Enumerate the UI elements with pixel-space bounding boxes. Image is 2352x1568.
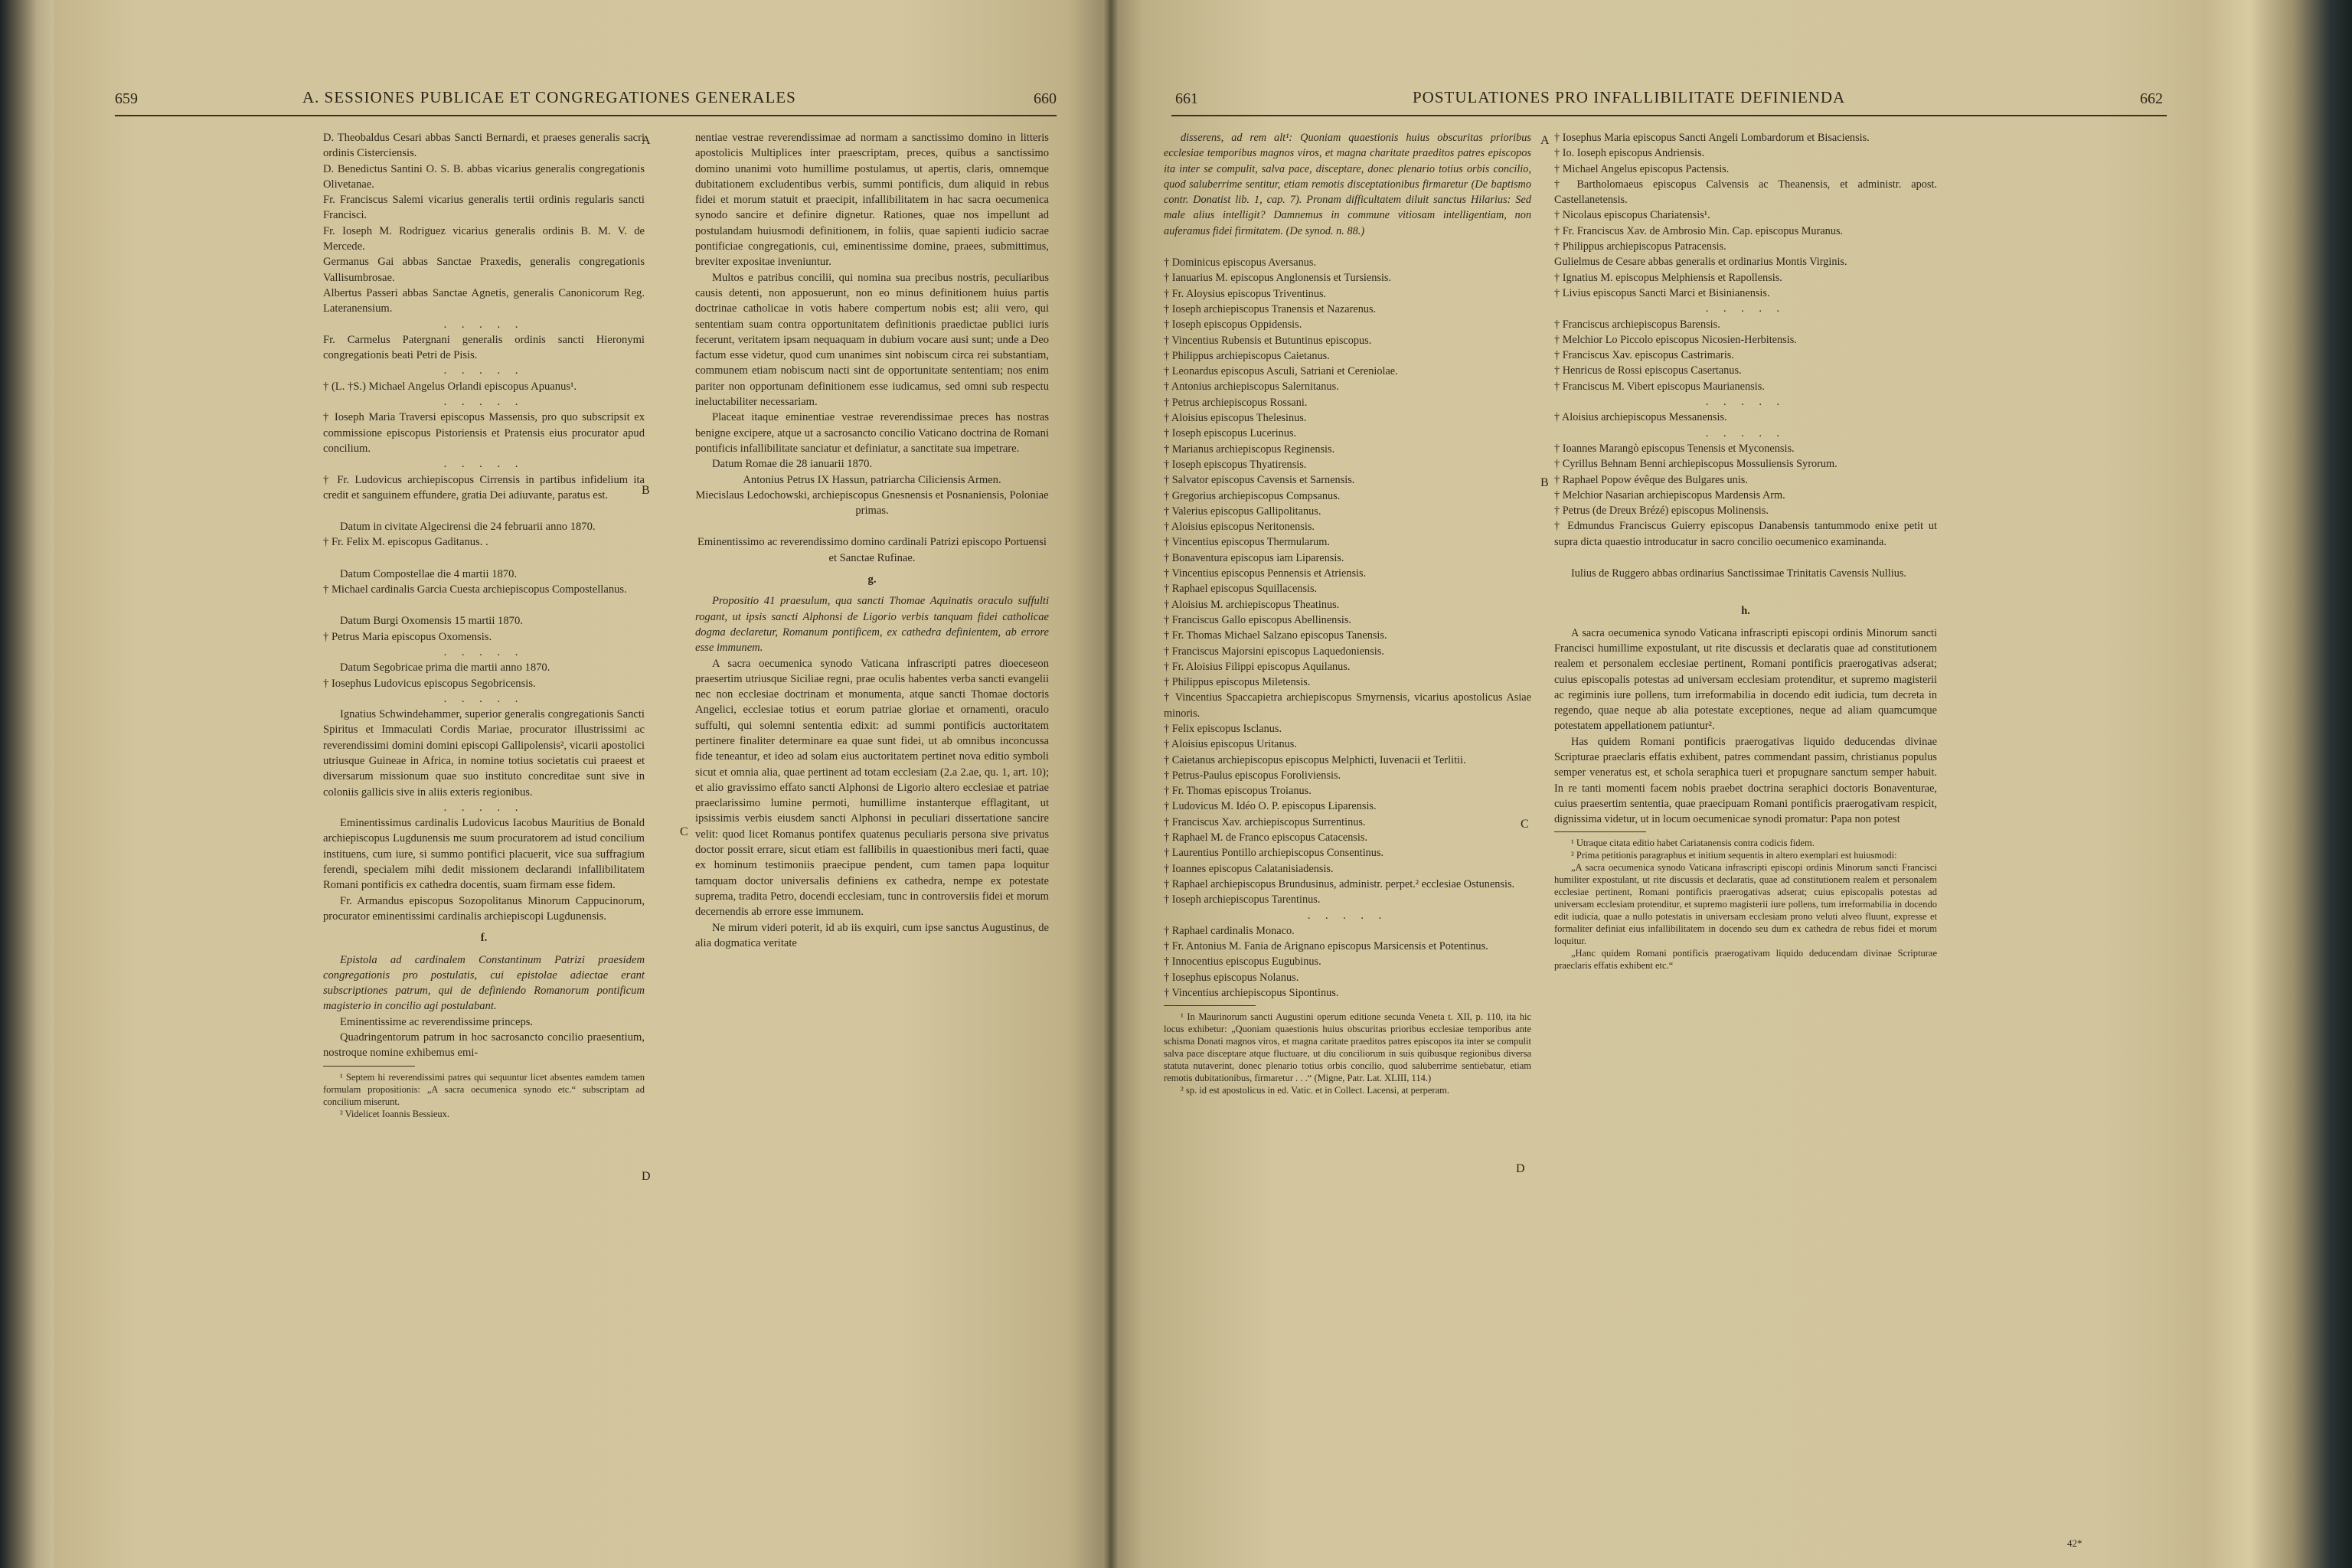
ellipsis-row: . . . . .: [443, 645, 524, 658]
signatory-entry: † Fr. Franciscus Xav. de Ambrosio Min. Cap. episcopus Muranus.: [1554, 224, 1844, 237]
signatory-entry: † Petrus archiepiscopus Rossani.: [1164, 396, 1308, 409]
italic-paragraph: Epistola ad cardinalem Constantinum Patrizi praesidem congregationis pro postulatis, cui epistolae adiectae erant subscriptiones patrum, qui de definiendo Romanorum pontificum magisterio in concilio agi postulabant.: [323, 953, 645, 1013]
signatory-entry: † Petrus (de Dreux Brézé) episcopus Molinensis.: [1554, 505, 1769, 518]
signatory-entry: nentiae vestrae reverendissimae ad normam a sanctissimo domino in litteris apostolicis Multiplices inter praescriptam, preces, quibus a sanctissimo domino unanimi voto humillime postulamus, ut apertis, claris, omnemque dubitationem excludentibus verbis, summi pontificis, dum aliquid in rebus fidei et morum statuit et praecipit, infallibilitatem in hac sacra oecumenica synodo sancire et definire dignetur. Rationes, quae nos impellunt ad postulandam huiusmodi definitionem, in foliis, quae sapienti iudicio sacrae pontificiae congregationis, cui, eminentissime domine, praees, submittimus, breviter expositae inveniuntur.: [695, 132, 1049, 269]
book-gutter: [1102, 0, 1119, 1568]
signatory-entry: † Ludovicus M. Idéo O. P. episcopus Liparensis.: [1164, 800, 1377, 813]
signature-mark: 42*: [2067, 1537, 2082, 1549]
margin-letter: D: [642, 1170, 651, 1183]
spacer: [1164, 239, 1531, 255]
paragraph: A sacra oecumenica synodo Vaticana infrascripti episcopi ordinis Minorum sancti Francisci humillime expostulant, ut rite discussis et declaratis quae ad constitutionem realem et personalem ecclesiae pertinent, Romani pontificis praerogativas adserat; cuius episcopalis potestas ad universam ecclesiam protenditur, et supremo magisterii ac regiminis iure pollens, tum irreformabilia in docendo edit iudicia, tum decreta in regendo, quae neque ab alia potestate exceptiones, neque ad aliam quamcumque potestatem appellationem patiuntur².: [1554, 626, 1937, 733]
ellipsis-row: . . . . .: [443, 318, 524, 331]
signatory-entry: † Fr. Thomas Michael Salzano episcopus Tanensis.: [1164, 629, 1387, 642]
page-number: 662: [2140, 90, 2163, 107]
signatory-entry: Germanus Gai abbas Sanctae Praxedis, generalis congregationis Vallisumbrosae.: [323, 256, 645, 284]
signatory-entry: † Vincentius episcopus Pennensis et Atriensis.: [1164, 567, 1367, 580]
signatory-entry: † Aloisius episcopus Thelesinus.: [1164, 412, 1307, 425]
footnote: ² sp. id est apostolicus in ed. Vatic. et in Collect. Lacensi, at perperam.: [1181, 1085, 1449, 1096]
signatory-entry: † Melchior Nasarian archiepiscopus Mardensis Arm.: [1554, 488, 1785, 501]
signatory-entry: † Cyrillus Behnam Benni archiepiscopus Mossuliensis Syrorum.: [1554, 458, 1838, 471]
signatory-entry: † Edmundus Franciscus Guierry episcopus Danabensis tantummodo enixe petit ut supra dicta quaestio introducatur in sacro concilio oecumenico examinanda.: [1554, 520, 1937, 548]
signatory-entry: † Raphael M. de Franco episcopus Catacensis.: [1164, 831, 1368, 844]
paragraph: Datum Compostellae die 4 martii 1870.: [340, 567, 518, 580]
spacer: [1554, 550, 1937, 566]
footnote: ¹ In Maurinorum sancti Augustini operum editione secunda Veneta t. XII, p. 110, ita hic locus exhibetur: „Quoniam quaestionis huius obscuritas prioribus ecclesiae temporibus ante schisma Donati magnos viros, et magna caritate praeditos patres episcopos ita inter se compulit salva pace disceptare atque fluctuare, ut diu conciliorum in suis quibusque regionibus diversa statuta nutaverint, donec plenario totius orbis concilio, quod saluberrime sentiebatur, etiam remotis dubitationibus, firmaretur . . .“ (Migne, Patr. Lat. XLIII, 114.): [1164, 1011, 1531, 1084]
signatory-entry: Fr. Ioseph M. Rodriguez vicarius generalis ordinis B. M. V. de Mercede.: [323, 224, 645, 253]
paragraph: Datum in civitate Algecirensi die 24 februarii anno 1870.: [340, 521, 596, 534]
italic-paragraph: Propositio 41 praesulum, qua sancti Thomae Aquinatis oraculo suffulti rogant, ut ipsis sancti Alphonsi de Ligorio verbis tanquam fidei catholicae dogma declaretur, Romanum pontificem, ex cathedra definientem, ab errore esse immunem.: [695, 595, 1049, 655]
italic-paragraph: disserens, ad rem alt¹: Quoniam quaestionis huius obscuritas prioribus ecclesiae temporibus magnos viros, et magna charitate praeditos patres episcopos ita inter se compulit, salva pace, disceptare, donec plenario totius orbis concilio, quod saluberrime sentitur, etiam remotis disceptationibus firmaretur (De baptismo contr. Donatist lib. 1, cap. 7). Pronam difficultatem diluit sanctus Hilarius: Sed male alius intelligit? Damnemus in commune vitiosam intelligentiam, non auferamus fidei firmitatem. (De synod. n. 88.): [1164, 132, 1531, 237]
signatory-entry: † Franciscus Majorsini episcopus Laquedoniensis.: [1164, 645, 1384, 658]
paragraph: Multos e patribus concilii, qui nomina sua precibus nostris, peculiaribus causis detenti, non apposuerunt, non eo minus definitionem huius partis doctrinae catholicae in votis habere compertum nobis est; alii vero, qui sententiam suam contra opportunitatem definitionis praedictae publici iuris fecerunt, veritatem ipsam nequaquam in dubium vocare ausi sunt; unde a Deo factum esse videtur, quod cum unanimes sint nobiscum circa rei substantiam, communem etiam nobiscum nacti sint de opportunitate sententiam; nos enim pariter non opportunam definitionem esse iudicamus, sed omni sub respectu ineluctabiliter necessariam.: [695, 271, 1049, 409]
signatory-entry: † Ioannes episcopus Calatanisiadensis.: [1164, 862, 1334, 875]
paragraph: Has quidem Romani pontificis praerogativas liquido deducendas divinae Scripturae praeclaris effatis exhibent, patres commendant passim, christianus populus semper veneratus est, et schola seraphica tueri et propugnare sanctum semper habuit. In re tanti momenti facem nobis praebet doctrina seraphici doctoris Bonaventurae, cuius praesertim sententia, quae praecipuam Romani pontificis praerogativam respicit, dignissima videtur, ut in locum oecumenicae synodi promatur: Papa non potest: [1554, 735, 1937, 826]
right-page-column-1: [1164, 130, 1531, 1096]
signatory-entry: † Fr. Ludovicus archiepiscopus Cirrensis in partibus infidelium ita credit et sanguinem effundere, gratia Dei adiuvante, paratus est.: [323, 473, 645, 501]
margin-letter: B: [1540, 476, 1549, 489]
paragraph: Fr. Armandus episcopus Sozopolitanus Minorum Cappucinorum, procurator eminentissimi cardinalis archiepiscopi Lugdunensis.: [323, 894, 645, 923]
ellipsis-row: . . . . .: [1705, 302, 1786, 315]
signatory-entry: † Innocentius episcopus Eugubinus.: [1164, 956, 1321, 969]
section-letter: h.: [1741, 605, 1750, 618]
section-letter: f.: [480, 932, 488, 945]
ellipsis-row: . . . . .: [443, 364, 524, 377]
signatory-entry: † Aloisius M. archiepiscopus Theatinus.: [1164, 598, 1340, 611]
paragraph: Eminentissime ac reverendissime princeps.: [340, 1015, 534, 1028]
margin-letter: C: [680, 825, 688, 838]
paragraph: A sacra oecumenica synodo Vaticana infrascripti patres dioeceseon praesertim utriusque Siciliae regni, prae oculis habentes verba sancti evangelii nec non ecclesiae doctrinam et monumenta, atque sancti Thomae doctoris Angelici, ecclesiae totius et eorum patriae gloriae et ornamenti, oraculo suffulti, qui solemni sententia edixit: ad summi pontificis auctoritatem pertinere finaliter determinare ea quae sunt fidei, ut ab omnibus inconcussa fide teneantur, et ideo ad solam eius auctoritatem pertinet nova editio symboli sicut et omnia alia, quae pertinent ad totam ecclesiam (2.a 2.ae, qu. 1, art. 10); et alio gravissimo effato sancti Alphonsi de Ligorio altero ecclesiae et patriae praeclarissimo lumine permoti, humillime instanterque efflagitant, ut ipsissimis verbis eiusdem sancti Alphonsi in peculiari dissertatione sancire velit: quod licet Romanus pontifex quatenus peculiaris persona sive privatus doctor possit errare, sicut etiam est fallibilis in quaestionibus meri facti, quae ex hominum testimoniis praecipue pendent, cum tamen papa loquitur tamquam doctor universalis definiens ex cathedra, nempe ex potestate suprema, tradita Petro, docendi ecclesiam, tunc in controversiis fidei et morum decernendis ab errore esse immunem.: [695, 657, 1049, 919]
signatory-entry: Fr. Franciscus Salemi vicarius generalis tertii ordinis regularis sancti Francisci.: [323, 194, 645, 222]
footnote-rule: [1164, 1005, 1256, 1006]
paragraph: Datum Segobricae prima die martii anno 1870.: [340, 662, 550, 675]
signatory-entry: † Fr. Aloisius Filippi episcopus Aquilanus.: [1164, 660, 1351, 673]
book-edge-left: [0, 0, 54, 1568]
footnote: ¹ Utraque citata editio habet Cariatanensis contra codicis fidem.: [1571, 838, 1815, 849]
signatory-entry: † Aloisius episcopus Neritonensis.: [1164, 521, 1315, 534]
ellipsis-row: . . . . .: [1307, 909, 1388, 922]
centered-line: Miecislaus Ledochowski, archiepiscopus Gnesnensis et Posnaniensis, Poloniae primas.: [695, 488, 1049, 518]
header-rule: [115, 115, 1057, 116]
signatory-entry: † Melchior Lo Piccolo episcopus Nicosien-Herbitensis.: [1554, 333, 1797, 346]
signatory-entry: † Michael cardinalis Garcia Cuesta archiepiscopus Compostellanus.: [323, 583, 627, 596]
signatory-entry: † Ioseph episcopus Thyatirensis.: [1164, 458, 1307, 471]
signatory-entry: † Fr. Thomas episcopus Troianus.: [1164, 785, 1312, 798]
spacer: [323, 550, 645, 567]
signatory-entry: † Ianuarius M. episcopus Anglonensis et Tursiensis.: [1164, 272, 1392, 285]
signatory-entry: † Marianus archiepiscopus Reginensis.: [1164, 443, 1335, 456]
signatory-entry: † Aloisius episcopus Uritanus.: [1164, 738, 1297, 751]
page-number: 660: [1034, 90, 1057, 107]
signatory-entry: † Iosephus Maria episcopus Sancti Angeli Lombardorum et Bisaciensis.: [1554, 132, 1870, 144]
signatory-entry: † Nicolaus episcopus Chariatensis¹.: [1554, 209, 1710, 222]
signatory-entry: † Valerius episcopus Gallipolitanus.: [1164, 505, 1321, 518]
running-head: A. SESSIONES PUBLICAE ET CONGREGATIONES GENERALES: [302, 88, 796, 106]
signatory-entry: † Fr. Aloysius episcopus Triventinus.: [1164, 287, 1327, 300]
ellipsis-row: . . . . .: [1705, 396, 1786, 409]
spacer: [695, 518, 1049, 534]
signatory-entry: † Vincentius Spaccapietra archiepiscopus Smyrnensis, vicarius apostolicus Asiae minoris.: [1164, 691, 1531, 720]
signatory-entry: † Salvator episcopus Cavensis et Sarnensis.: [1164, 474, 1355, 487]
signatory-entry: † Ioseph archiepiscopus Tarentinus.: [1164, 893, 1321, 906]
signatory-entry: † Raphael episcopus Squillacensis.: [1164, 583, 1318, 596]
signatory-entry: † Ioseph Maria Traversi episcopus Massensis, pro quo subscripsit ex commissione episcopus Pistoriensis et Pratensis eius procurator apud concilium.: [323, 411, 645, 455]
page-number: 659: [115, 90, 138, 107]
paragraph: Quadringentorum patrum in hoc sacrosancto concilio praesentium, nostroque nomine exhibemus emi-: [323, 1031, 645, 1060]
signatory-entry: † Henricus de Rossi episcopus Casertanus.: [1554, 364, 1742, 377]
margin-letter: D: [1516, 1162, 1525, 1175]
footnote: ² Prima petitionis paragraphus et initium sequentis in altero exemplari est huiusmodi:: [1571, 850, 1897, 861]
left-page-column-1: [323, 130, 645, 1120]
footnote: „Hanc quidem Romani pontificis praerogativam liquido deducendam divinae Scripturae praeclaris effatis exhibent etc.“: [1554, 948, 1937, 972]
signatory-entry: † Franciscus Xav. episcopus Castrimaris.: [1554, 349, 1734, 362]
paragraph: Datum Romae die 28 ianuarii 1870.: [712, 458, 873, 471]
signatory-entry: † Petrus-Paulus episcopus Foroliviensis.: [1164, 769, 1341, 782]
signatory-entry: † Vincentius archiepiscopus Sipontinus.: [1164, 987, 1339, 1000]
ellipsis-row: . . . . .: [443, 458, 524, 471]
running-head: POSTULATIONES PRO INFALLIBILITATE DEFINIENDA: [1413, 88, 1846, 106]
signatory-entry: † Franciscus Gallo episcopus Abellinensis.: [1164, 613, 1352, 626]
centered-line: Eminentissimo ac reverendissimo domino cardinali Patrizi episcopo Portuensi et Sanctae Rufinae.: [697, 536, 1047, 564]
signatory-entry: † Philippus archiepiscopus Caietanus.: [1164, 349, 1330, 362]
section-letter: g.: [867, 573, 877, 586]
signatory-entry: Gulielmus de Cesare abbas generalis et ordinarius Montis Virginis.: [1554, 256, 1847, 269]
ellipsis-row: . . . . .: [443, 692, 524, 705]
paragraph: Eminentissimus cardinalis Ludovicus Iacobus Mauritius de Bonald archiepiscopus Lugdunensis me suum procuratorem ad istud concilium instituens, cum iure, si summo pontifici placuerit, vice sua suffragium ferendi, specialem mihi dedit missionem declarandi infallibilitatem Romani pontificis ex cathedra docentis, suam firmam esse fidem.: [323, 817, 645, 892]
signatory-entry: † Vincentius Rubensis et Butuntinus episcopus.: [1164, 334, 1372, 347]
signatory-entry: Albertus Passeri abbas Sanctae Agnetis, generalis Canonicorum Reg. Lateranensium.: [323, 286, 645, 315]
margin-letter: B: [642, 484, 650, 497]
signatory-entry: † Franciscus M. Vibert episcopus Maurianensis.: [1554, 380, 1765, 393]
signatory-entry: † Dominicus episcopus Aversanus.: [1164, 256, 1317, 270]
centered-line: Antonius Petrus IX Hassun, patriarcha Ciliciensis Armen.: [743, 473, 1001, 486]
signatory-entry: † Gregorius archiepiscopus Compsanus.: [1164, 489, 1341, 502]
ellipsis-row: . . . . .: [1705, 426, 1786, 439]
signatory-entry: † Petrus Maria episcopus Oxomensis.: [323, 630, 492, 643]
page-number: 661: [1175, 90, 1198, 107]
signatory-entry: † Livius episcopus Sancti Marci et Bisinianensis.: [1554, 286, 1770, 299]
ellipsis-row: . . . . .: [443, 801, 524, 814]
footnote: ² Videlicet Ioannis Bessieux.: [340, 1108, 450, 1119]
footnote-rule: [323, 1066, 415, 1067]
footnote: ¹ Septem hi reverendissimi patres qui sequuntur licet absentes eamdem tamen formulam propositionis: „A sacra oecumenica synodo etc.“ subscriptam ad concilium miserunt.: [323, 1071, 645, 1107]
signatory-entry: Fr. Carmelus Patergnani generalis ordinis sancti Hieronymi congregationis beati Petri de Pisis.: [323, 333, 645, 362]
signatory-entry: † Franciscus Xav. archiepiscopus Surrentinus.: [1164, 815, 1366, 828]
ellipsis-row: . . . . .: [443, 396, 524, 409]
signatory-entry: † Franciscus archiepiscopus Barensis.: [1554, 318, 1720, 331]
left-page-column-2: [695, 130, 1049, 951]
right-page-column-2: [1554, 130, 1937, 972]
footnote: „A sacra oecumenica synodo Vaticana infrascripti episcopi ordinis Minorum sancti Francisci humiliter expostulant, ut rite discussis et declaratis, quae ad constitutionem realem et personalem ecclesiae pertinent, Romani pontificis praerogativas adserat; cuius episcopalis potestas ad universam ecclesiam protenditur, et supremo magisterii iure pollens, tum irreformabilia in docendo edit iudicia, quae a nullo potestatis in universam ecclesiam prono veluti alveo fluunt, expresse et formaliter definiat eius infallibilitatem in docendo seu dum ex cathedra de rebus fidei et morum loquitur.: [1554, 862, 1937, 947]
signatory-entry: † Antonius archiepiscopus Salernitanus.: [1164, 381, 1339, 394]
spacer: [1554, 581, 1937, 597]
paragraph: Ne mirum videri poterit, id ab iis exquiri, cum ipse sanctus Augustinus, de alia dogmatica veritate: [695, 921, 1049, 949]
margin-letter: C: [1521, 818, 1529, 831]
signatory-entry: † Aloisius archiepiscopus Messanensis.: [1554, 411, 1727, 424]
signatory-entry: † Raphael archiepiscopus Brundusinus, administr. perpet.² ecclesiae Ostunensis.: [1164, 877, 1515, 890]
spacer: [323, 597, 645, 613]
book-edge-right: [2207, 0, 2352, 1568]
signatory-entry: † Leonardus episcopus Asculi, Satriani et Cereniolae.: [1164, 365, 1398, 378]
signatory-entry: † Ioseph episcopus Oppidensis.: [1164, 318, 1302, 332]
paragraph: Datum Burgi Oxomensis 15 martii 1870.: [340, 615, 523, 628]
margin-letter: A: [642, 134, 651, 147]
signatory-entry: † Fr. Felix M. episcopus Gaditanus. .: [323, 536, 488, 549]
signatory-entry: † Laurentius Pontillo archiepiscopus Consentinus.: [1164, 847, 1384, 860]
signatory-entry: † Iosephus Ludovicus episcopus Segobricensis.: [323, 677, 536, 690]
paragraph: Placeat itaque eminentiae vestrae reverendissimae preces has nostras benigne excipere, atque ut a sacrosancto concilio Vaticano doctrina de Romani pontificis infallibilitate sanciatur et definiatur, a sanctitate sua impetrare.: [695, 411, 1049, 455]
signatory-entry: † Felix episcopus Isclanus.: [1164, 722, 1282, 735]
header-rule: [1171, 115, 2167, 116]
signatory-entry: † Ignatius M. episcopus Melphiensis et Rapollensis.: [1554, 271, 1782, 284]
signatory-entry: † (L. †S.) Michael Angelus Orlandi episcopus Apuanus¹.: [323, 380, 577, 393]
signatory-entry: † Iosephus episcopus Nolanus.: [1164, 971, 1299, 984]
signatory-entry: † Vincentius episcopus Thermularum.: [1164, 536, 1331, 549]
signatory-entry: D. Benedictus Santini O. S. B. abbas vicarius generalis congregationis Olivetanae.: [323, 162, 645, 191]
signatory-entry: † Bonaventura episcopus iam Liparensis.: [1164, 551, 1344, 564]
margin-letter: A: [1540, 134, 1550, 147]
paragraph: Iulius de Ruggero abbas ordinarius Sanctissimae Trinitatis Cavensis Nullius.: [1571, 567, 1907, 580]
signatory-entry: † Io. Ioseph episcopus Andriensis.: [1554, 147, 1705, 160]
spacer: [323, 503, 645, 519]
footnote-rule: [1554, 831, 1646, 832]
signatory-entry: † Ioseph episcopus Lucerinus.: [1164, 427, 1297, 440]
signatory-entry: † Ioseph archiepiscopus Tranensis et Nazarenus.: [1164, 302, 1377, 315]
signatory-entry: † Raphael Popow évêque des Bulgares unis.: [1554, 473, 1748, 486]
signatory-entry: † Fr. Antonius M. Fania de Arignano episcopus Marsicensis et Potentinus.: [1164, 940, 1488, 953]
signatory-entry: † Philippus episcopus Miletensis.: [1164, 676, 1311, 689]
signatory-entry: † Bartholomaeus episcopus Calvensis ac Theanensis, et administr. apost. Castellanetensis.: [1554, 178, 1937, 207]
signatory-entry: D. Theobaldus Cesari abbas Sancti Bernardi, et praeses generalis sacri ordinis Cisterciensis.: [323, 132, 645, 160]
paragraph: Ignatius Schwindehammer, superior generalis congregationis Sancti Spiritus et Immaculati Cordis Mariae, procurator illustrissimi ac reverendissimi domini domini episcopi Gallipolensis², vicarii apostolici utriusque Guineae in Africa, in nomine totius societatis cui praeest et diversarum missionum quae suo instituto concreditae sunt sive in coloniis gallicis sive in aliis exteris regionibus.: [323, 708, 645, 799]
signatory-entry: † Caietanus archiepiscopus episcopus Melphicti, Iuvenacii et Terlitii.: [1164, 753, 1466, 766]
signatory-entry: † Raphael cardinalis Monaco.: [1164, 924, 1295, 937]
signatory-entry: † Ioannes Marangò episcopus Tenensis et Myconensis.: [1554, 442, 1795, 455]
signatory-entry: † Philippus archiepiscopus Patracensis.: [1554, 240, 1726, 253]
signatory-entry: † Michael Angelus episcopus Pactensis.: [1554, 162, 1730, 175]
